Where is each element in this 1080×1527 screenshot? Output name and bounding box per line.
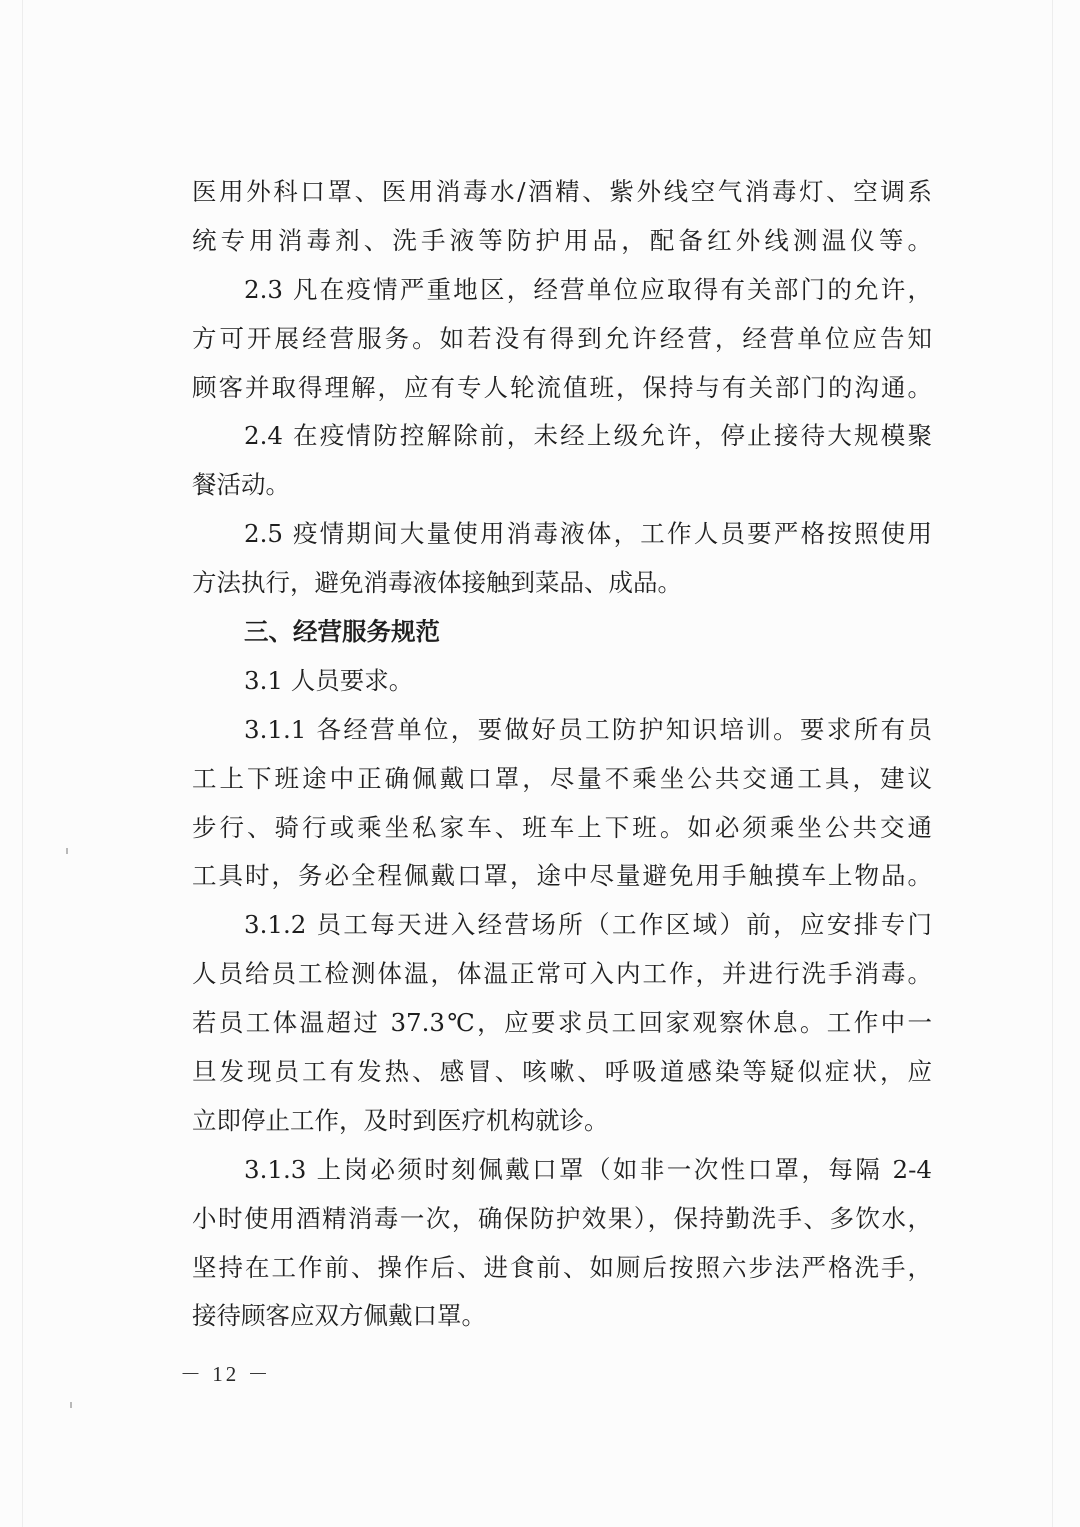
document-body	[192, 168, 932, 1341]
page-number: － 12 －	[180, 1362, 272, 1386]
text-line: 统专用消毒剂、洗手液等防护用品，配备红外线测温仪等。	[192, 225, 932, 255]
text-line: 餐活动。	[192, 470, 290, 500]
paragraph-3-1-3: 3.1.3 上岗必须时刻佩戴口罩（如非一次性口罩，每隔 2-4	[244, 1154, 932, 1184]
text-line: 方法执行，避免消毒液体接触到菜品、成品。	[192, 568, 682, 598]
text-line: 小时使用酒精消毒一次，确保防护效果），保持勤洗手、多饮水，	[192, 1203, 932, 1233]
text-line: 若员工体温超过 37.3℃，应要求员工回家观察休息。工作中一	[192, 1008, 932, 1038]
text-line: 步行、骑行或乘坐私家车、班车上下班。如必须乘坐公共交通	[192, 812, 932, 842]
text-line: 立即停止工作，及时到医疗机构就诊。	[192, 1105, 609, 1135]
paragraph-3-1-2: 3.1.2 员工每天进入经营场所（工作区域）前，应安排专门	[244, 910, 932, 940]
subsection-heading: 3.1 人员要求。	[244, 665, 414, 695]
scan-edge-right	[1052, 0, 1053, 1527]
text-line: 工具时，务必全程佩戴口罩，途中尽量避免用手触摸车上物品。	[192, 861, 932, 891]
text-line: 工上下班途中正确佩戴口罩，尽量不乘坐公共交通工具，建议	[192, 763, 932, 793]
paragraph-2-5: 2.5 疫情期间大量使用消毒液体，工作人员要严格按照使用	[244, 519, 932, 549]
text-line: 顾客并取得理解，应有专人轮流值班，保持与有关部门的沟通。	[192, 372, 932, 402]
text-line: 医用外科口罩、医用消毒水/酒精、紫外线空气消毒灯、空调系	[192, 177, 932, 206]
text-line: 接待顾客应双方佩戴口罩。	[192, 1301, 486, 1331]
scan-speck	[66, 848, 68, 854]
scan-speck	[70, 1402, 72, 1408]
text-line: 旦发现员工有发热、感冒、咳嗽、呼吸道感染等疑似症状，应	[192, 1057, 932, 1087]
paragraph-3-1-1: 3.1.1 各经营单位，要做好员工防护知识培训。要求所有员	[244, 714, 932, 744]
scan-edge-left	[22, 0, 23, 1527]
text-line: 方可开展经营服务。如若没有得到允许经营，经营单位应告知	[192, 323, 932, 353]
section-heading: 三、经营服务规范	[244, 617, 440, 647]
paragraph-2-3: 2.3 凡在疫情严重地区，经营单位应取得有关部门的允许，	[244, 274, 932, 304]
paragraph-2-4: 2.4 在疫情防控解除前，未经上级允许，停止接待大规模聚	[244, 421, 932, 451]
text-line: 坚持在工作前、操作后、进食前、如厕后按照六步法严格洗手，	[192, 1252, 932, 1282]
text-line: 人员给员工检测体温，体温正常可入内工作，并进行洗手消毒。	[192, 959, 932, 989]
